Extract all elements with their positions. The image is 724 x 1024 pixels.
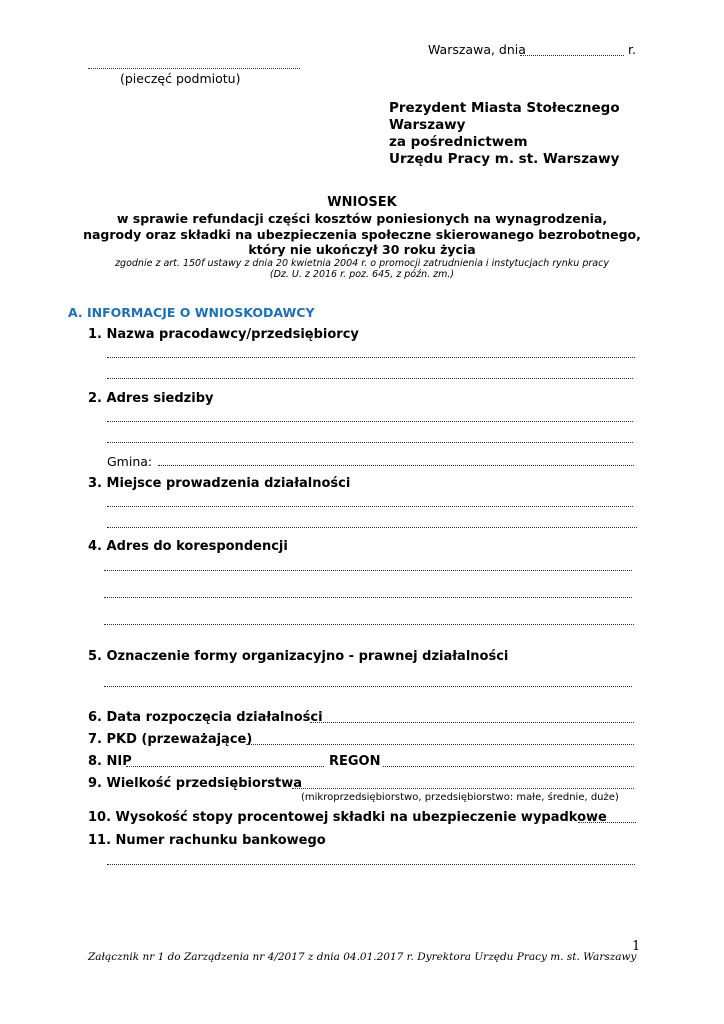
field4-label: 4. Adres do korespondencji [88,539,288,554]
field9-field[interactable] [292,788,634,789]
field5-label: 5. Oznaczenie formy organizacyjno - prawnej działalności [88,649,509,664]
title-line3: który nie ukończył 30 roku życia [248,242,476,257]
addressee-line3: za pośrednictwem [389,134,528,150]
field6-field[interactable] [310,722,634,723]
field7-field[interactable] [246,744,634,745]
field11-label: 11. Numer rachunku bankowego [88,833,326,848]
field4-line2[interactable] [104,597,632,598]
gmina-field[interactable] [158,465,634,466]
page-number: 1 [632,939,641,954]
legal-basis-line2: (Dz. U. z 2016 r. poz. 645, z późn. zm.) [269,269,455,280]
addressee-line4: Urzędu Pracy m. st. Warszawy [389,151,620,167]
field3-line1[interactable] [107,506,633,507]
field2-line2[interactable] [107,442,633,443]
gmina-label: Gmina: [107,454,153,469]
stamp-field[interactable] [88,68,300,69]
field2-label: 2. Adres siedziby [88,391,214,406]
nip-field[interactable] [126,766,324,767]
regon-field[interactable] [383,766,634,767]
field4-line1[interactable] [104,570,632,571]
document-title: WNIOSEK [327,195,397,210]
field9-label: 9. Wielkość przedsiębiorstwa [88,776,303,791]
title-line1: w sprawie refundacji części kosztów poniesionych na wynagrodzenia, [116,211,608,226]
regon-label: REGON [329,754,381,769]
field11-field[interactable] [107,864,635,865]
legal-basis-line1: zgodnie z art. 150f ustawy z dnia 20 kwietnia 2004 r. o promocji zatrudnienia i instytucjach rynku pracy [115,258,609,269]
field1-line2[interactable] [107,378,633,379]
field9-hint: (mikroprzedsiębiorstwo, przedsiębiorstwo: małe, średnie, duże) [301,792,619,803]
field1-line1[interactable] [107,357,635,358]
date-suffix: r. [628,42,636,57]
section-a-heading: A. INFORMACJE O WNIOSKODAWCY [68,305,315,320]
field8-nip-label: 8. NIP [88,754,132,769]
title-line2: nagrody oraz składki na ubezpieczenia społeczne skierowanego bezrobotnego, [83,227,641,242]
footer-note: Załącznik nr 1 do Zarządzenia nr 4/2017 z dnia 04.01.2017 r. Dyrektora Urzędu Pracy m. st. Warszawy [88,951,637,963]
field6-label: 6. Data rozpoczęcia działalności [88,710,323,725]
field1-label: 1. Nazwa pracodawcy/przedsiębiorcy [88,327,359,342]
field10-field[interactable] [578,822,636,823]
date-field[interactable] [520,55,624,56]
city-date-label: Warszawa, dnia [428,42,526,57]
stamp-label: (pieczęć podmiotu) [120,71,241,86]
field2-line1[interactable] [107,421,633,422]
field10-label: 10. Wysokość stopy procentowej składki na ubezpieczenie wypadkowe [88,810,607,825]
addressee-line1: Prezydent Miasta Stołecznego [389,100,620,116]
field3-label: 3. Miejsce prowadzenia działalności [88,476,351,491]
field5-line[interactable] [104,686,632,687]
field3-line2[interactable] [107,527,637,528]
field4-line3[interactable] [104,624,634,625]
addressee-line2: Warszawy [389,117,466,133]
field7-label: 7. PKD (przeważające) [88,732,253,747]
